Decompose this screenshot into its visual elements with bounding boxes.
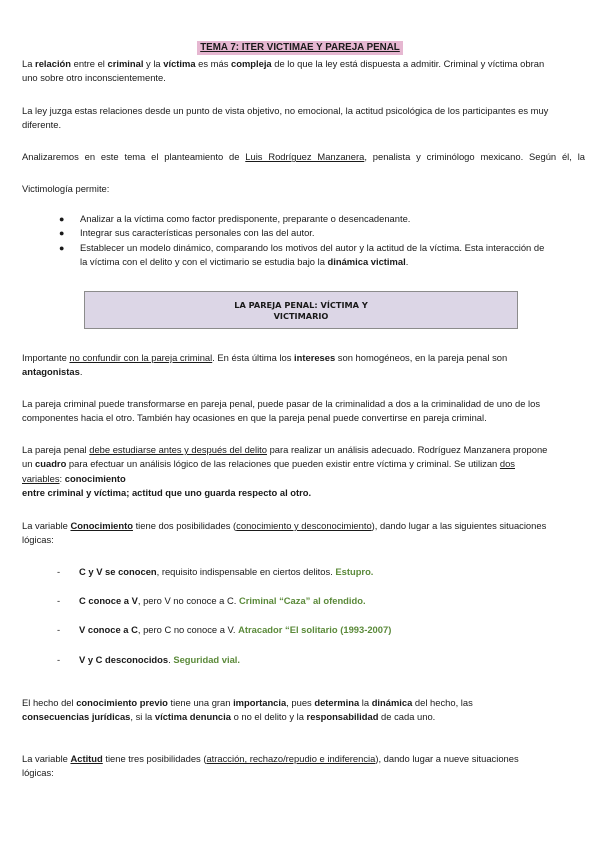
bullet-list [48,212,586,269]
list-item: ● Analizar a la víctima como factor predisponente, preparante o desencadenante. [48,212,586,226]
paragraph-conocimiento: La variable Conocimiento tiene dos posibilidades (conocimiento y desconocimiento), dando lugar a las siguientes situaciones lógicas: [22,520,547,546]
paragraph-hecho: El hecho del conocimiento previo tiene una gran importancia, pues determina la dinámica del hecho, las consecuencias jurídicas, si la víctima denuncia o no el delito y la responsabilidad de cada uno. [22,697,473,723]
paragraph-actitud: La variable Actitud tiene tres posibilidades (atracción, rechazo/repudio e indiferencia), dando lugar a nueve situaciones lógicas: [22,753,519,779]
paragraph-importante: Importante no confundir con la pareja criminal. En ésta última los intereses son homogéneos, en la pareja penal son antagonistas. [22,352,508,378]
paragraph-ley: La ley juzga estas relaciones desde un punto de vista objetivo, no emocional, la actitud psicológica de los participantes es muy diferente. [22,105,549,131]
section-heading-box [84,291,518,329]
bullet-icon: ● [59,242,65,253]
dash-icon: - [57,566,61,577]
list-item: ● Establecer un modelo dinámico, comparando los motivos del autor y la actitud de la víctima. Esta interacción de la víctima con el delito y con el victimario se estudia bajo la dinámica victimal. [59,241,545,267]
list-item: ● Integrar sus características personales con las del autor. [48,226,586,240]
paragraph-pareja-criminal: La pareja criminal puede transformarse en pareja penal, puede pasar de la criminalidad a dos a la criminalidad de uno de los componentes hacia el otro. También hay ocasiones en que la pareja penal puede convertirse en pareja criminal. [22,398,541,424]
paragraph-relacion: La relación entre el criminal y la víctima es más compleja de lo que la ley está dispuesta a admitir. Criminal y víctima obran uno sobre otro inconscientemente. [22,58,545,84]
dash-icon: - [57,624,61,635]
bullet-icon: ● [59,228,65,239]
paragraph-victimologia: Victimología permite: [22,183,110,194]
dash-icon: - [57,654,61,665]
page-title: TEMA 7: ITER VICTIMAE Y PAREJA PENAL [197,41,403,55]
bullet-icon: ● [59,214,65,224]
paragraph-analizaremos: Analizaremos en este tema el planteamiento de Luis Rodríguez Manzanera, penalista y criminólogo mexicano. Según él, la [22,151,585,162]
paragraph-estudiarse: La pareja penal debe estudiarse antes y después del delito para realizar un análisis adecuado. Rodríguez Manzanera propone un cuadro para efectuar un análisis lógico de las relaciones que pueden existir entre víctima y criminal. Se utilizan dos variables: conocimiento entre criminal y víctima; actitud que uno guarda respecto al otro. [22,444,548,499]
title-row [0,41,600,55]
document-page: TEMA 7: ITER VICTIMAE Y PAREJA PENAL La relación entre el criminal y la víctima es más compleja de lo que la ley está dispuesta a admitir. Criminal y víctima obran uno sobre otro inconscientemente. La ley juzga estas relaciones desde un punto de vista objetivo, no emocional, la actitud psicológica de los participantes es muy diferente. Analizaremos en este tema el planteamiento de Luis Rodríguez Manzanera, penalista y criminólogo mexicano. Según él, la Victimología permite: ● Analizar a la víctima como factor predisponente, preparante o desencadenante. ● Integrar sus características personales con las del autor. ● Establecer un modelo dinámico, comparando los motivos del autor y la actitud de la víctima. Esta interacción de la víctima con el delito y con el victimario se estudia bajo la dinámica victimal. LA PAREJA PENAL: VÍCTIMA Y VICTIMARIO Importante no confundir con la pareja criminal. En ésta última los intereses son homogéneos, en la pareja penal son antagonistas. La pareja criminal puede transformarse en pareja penal, puede pasar de la criminalidad a dos a la criminalidad de uno de los componentes hacia el otro. También hay ocasiones en que la pareja penal puede convertirse en pareja criminal. La pareja penal debe estudiarse antes y después del delito para realizar un análisis adecuado. Rodríguez Manzanera propone un cuadro para efectuar un análisis lógico de las relaciones que pueden existir entre víctima y criminal. Se utilizan dos variables: conocimiento entre criminal y víctima; actitud que uno guarda respecto al otro. La variable Conocimiento tiene dos posibilidades (conocimiento y desconocimiento), dando lugar a las siguientes situaciones lógicas: - C y V se conocen, requisito indispensable en ciertos delitos. Estupro. - C conoce a V, pero V no conoce a C. Criminal “Caza” al ofendido. - V conoce a C, pero C no conoce a V. Atracador “El solitario (1993-2007) - V y C desconocidos. Seguridad vial. El hecho del conocimiento previo tiene una gran importancia, pues determina la dinámica del hecho, las consecuencias jurídicas, si la víctima denuncia o no el delito y la responsabilidad de cada uno. La variable Actitud tiene tres posibilidades (atracción, rechazo/repudio e indiferencia), dando lugar a nueve situaciones lógicas: [0,0,600,848]
section-heading-line2: VICTIMARIO [273,311,329,321]
section-heading-line1: LA PAREJA PENAL: VÍCTIMA Y [234,300,368,310]
dash-icon: - [57,595,61,606]
